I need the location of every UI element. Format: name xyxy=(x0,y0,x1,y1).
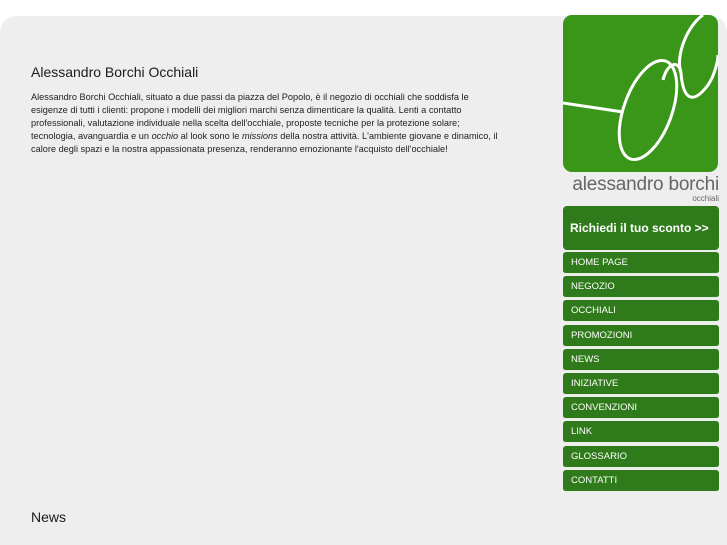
news-heading: News xyxy=(31,509,67,525)
request-discount-button[interactable]: Richiedi il tuo sconto >> xyxy=(563,206,719,250)
nav-item-convenzioni[interactable]: CONVENZIONI xyxy=(563,397,719,419)
page-title: Alessandro Borchi Occhiali xyxy=(31,64,199,80)
brand-subtitle: occhiali xyxy=(692,194,719,203)
intro-emphasis-1: occhio xyxy=(151,131,179,141)
logo[interactable] xyxy=(563,15,718,172)
nav-item-home-page[interactable]: HOME PAGE xyxy=(563,252,719,274)
nav-item-occhiali[interactable]: OCCHIALI xyxy=(563,300,719,322)
nav-item-contatti[interactable]: CONTATTI xyxy=(563,470,719,492)
sidebar xyxy=(563,15,719,494)
nav-item-glossario[interactable]: GLOSSARIO xyxy=(563,446,719,468)
nav-item-news[interactable]: NEWS xyxy=(563,349,719,371)
brand-name: alessandro borchi xyxy=(572,174,719,195)
nav-menu xyxy=(563,252,719,492)
nav-item-promozioni[interactable]: PROMOZIONI xyxy=(563,325,719,347)
main-content xyxy=(31,64,501,156)
intro-text-2: al look sono le xyxy=(178,131,242,141)
glasses-icon xyxy=(563,15,718,172)
nav-item-iniziative[interactable]: INIZIATIVE xyxy=(563,373,719,395)
nav-item-negozio[interactable]: NEGOZIO xyxy=(563,276,719,298)
intro-text-1: Alessandro Borchi Occhiali, situato a due passi da piazza del Popolo, è il negozio di occhiali che soddisfa le esigenze di tutti i clienti: propone i modelli dei migliori marchi senza dimenticare la qualità. Lenti a contatto professionali, valutazione individuale nella scelta dell'occhiale, proposte tecniche per la protezione solare; tecnologia, avanguardia e un xyxy=(31,92,469,141)
nav-item-link[interactable]: LINK xyxy=(563,421,719,443)
intro-paragraph xyxy=(31,91,501,156)
intro-emphasis-2: missions xyxy=(241,131,278,141)
intro-text-3: della nostra attività. L'ambiente giovane e dinamico, il calore degli spazi e la nostra appassionata presenza, renderanno emozionante l'acquisto dell'occhiale! xyxy=(31,131,498,154)
